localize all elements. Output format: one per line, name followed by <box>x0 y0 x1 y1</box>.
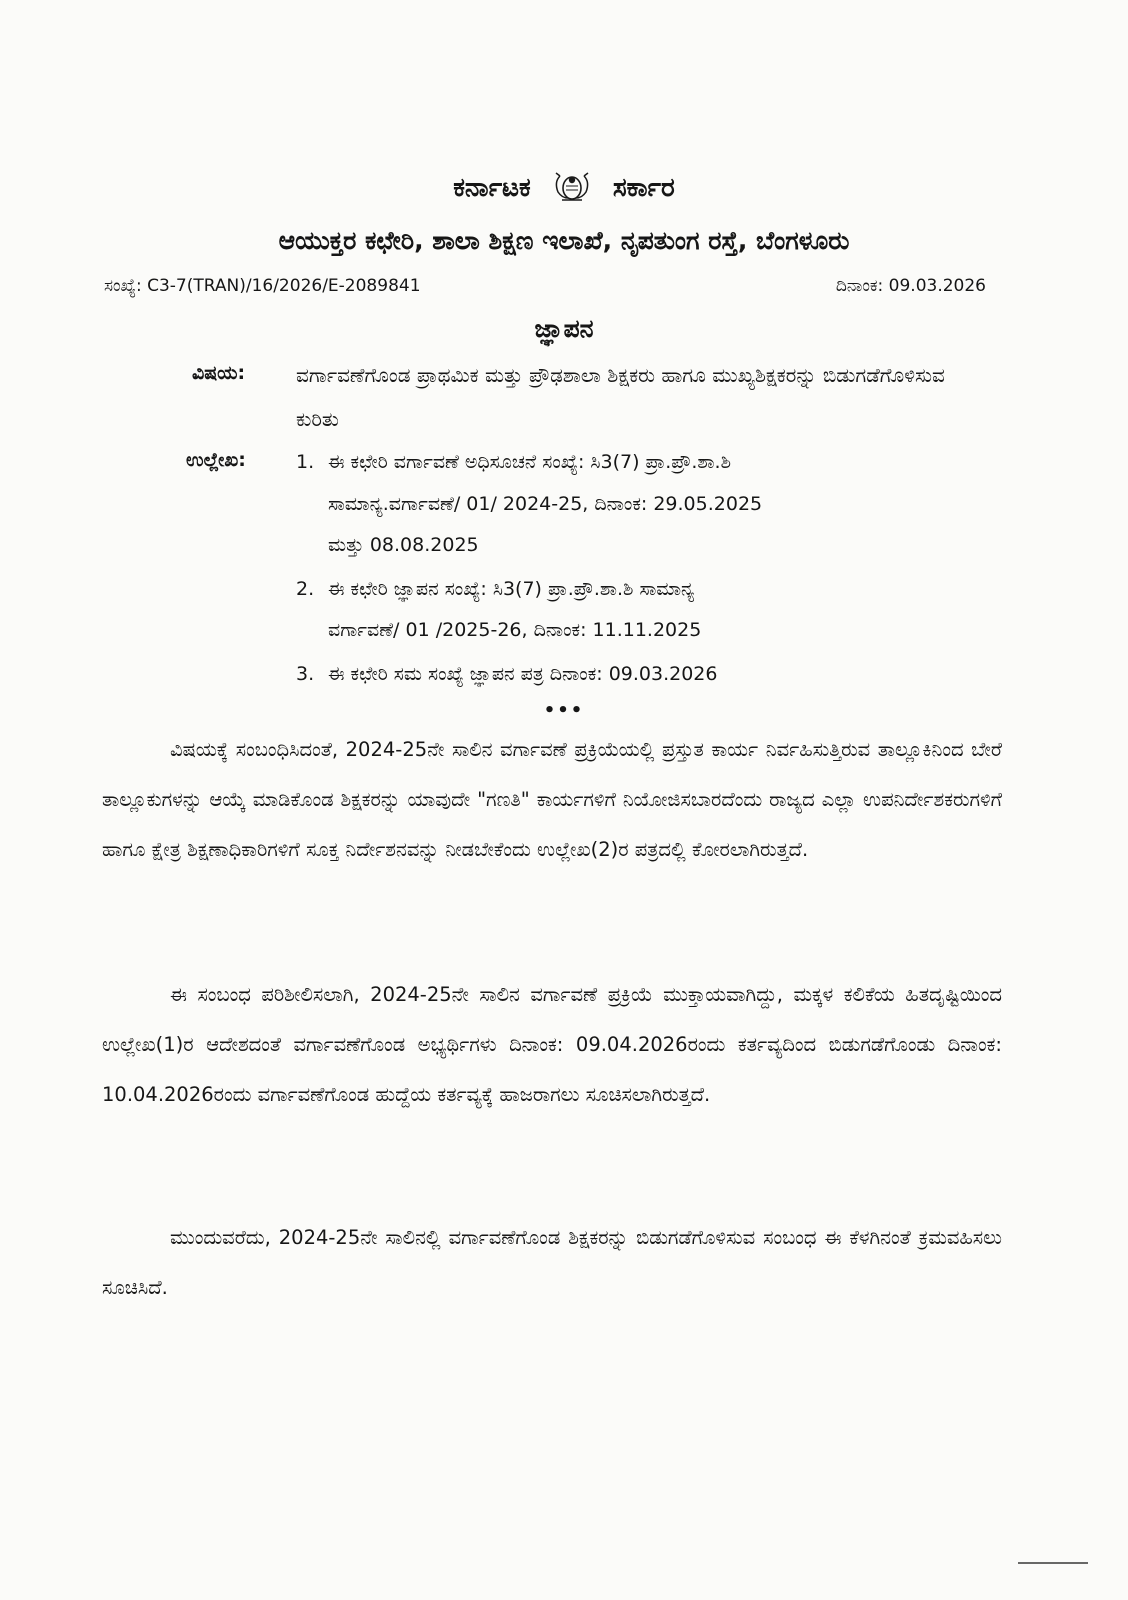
body-paragraph-2-text: ಈ ಸಂಬಂಧ ಪರಿಶೀಲಿಸಲಾಗಿ, 2024-25ನೇ ಸಾಲಿನ ವರ್ಗಾವಣೆ ಪ್ರಕ್ರಿಯೆ ಮುಕ್ತಾಯವಾಗಿದ್ದು, ಮಕ್ಕಳ ಕಲಿಕೆಯ ಹಿತದೃಷ್ಟಿಯಿಂದ ಉಲ್ಲೇಖ(1)ರ ಆದೇಶದಂತೆ ವರ್ಗಾವಣೆಗೊಂಡ ಅಭ್ಯರ್ಥಿಗಳು ದಿನಾಂಕ: 09.04.2026ರಂದು ಕರ್ತವ್ಯದಿಂದ ಬಿಡುಗಡೆಗೊಂಡು ದಿನಾಂಕ: 10.04.2026ರಂದು ವರ್ಗಾವಣೆಗೊಂಡ ಹುದ್ದೆಯ ಕರ್ತವ್ಯಕ್ಕೆ ಹಾಜರಾಗಲು ಸೂಚಿಸಲಾಗಿರುತ್ತದೆ. <box>102 983 1002 1106</box>
gov-title-left: ಕರ್ನಾಟಕ <box>453 173 531 203</box>
government-title <box>0 168 1128 209</box>
references-label: ಉಲ್ಲೇಖ: <box>186 449 246 471</box>
reference-1-line-2: ಸಾಮಾನ್ಯ.ವರ್ಗಾವಣೆ/ 01/ 2024-25, ದಿನಾಂಕ: 29.05.2025 <box>328 493 763 515</box>
body-paragraph-1-text: ವಿಷಯಕ್ಕೆ ಸಂಬಂಧಿಸಿದಂತೆ, 2024-25ನೇ ಸಾಲಿನ ವರ್ಗಾವಣೆ ಪ್ರಕ್ರಿಯೆಯಲ್ಲಿ ಪ್ರಸ್ತುತ ಕಾರ್ಯ ನಿರ್ವಹಿಸುತ್ತಿರುವ ತಾಲ್ಲೂಕಿನಿಂದ ಬೇರೆ ತಾಲ್ಲೂಕುಗಳನ್ನು ಆಯ್ಕೆ ಮಾಡಿಕೊಂಡ ಶಿಕ್ಷಕರನ್ನು ಯಾವುದೇ "ಗಣತಿ" ಕಾರ್ಯಗಳಿಗೆ ನಿಯೋಜಿಸಬಾರದೆಂದು ರಾಜ್ಯದ ಎಲ್ಲಾ ಉಪನಿರ್ದೇಶಕರುಗಳಿಗೆ ಹಾಗೂ ಕ್ಷೇತ್ರ ಶಿಕ್ಷಣಾಧಿಕಾರಿಗಳಿಗೆ ಸೂಕ್ತ ನಿರ್ದೇಶನವನ್ನು ನೀಡಬೇಕೆಂದು ಉಲ್ಲೇಖ(2)ರ ಪತ್ರದಲ್ಲಿ ಕೋರಲಾಗಿರುತ್ತದೆ. <box>102 738 1002 861</box>
body-paragraph-3-text: ಮುಂದುವರೆದು, 2024-25ನೇ ಸಾಲಿನಲ್ಲಿ ವರ್ಗಾವಣೆಗೊಂಡ ಶಿಕ್ಷಕರನ್ನು ಬಿಡುಗಡೆಗೊಳಿಸುವ ಸಂಬಂಧ ಈ ಕೆಳಗಿನಂತೆ ಕ್ರಮವಹಿಸಲು ಸೂಚಿಸಿದೆ. <box>102 1226 1002 1299</box>
body-paragraph-1 <box>102 725 1002 875</box>
subject-label: ವಿಷಯ: <box>192 362 246 384</box>
reference-number-3: 3. <box>296 663 315 685</box>
reference-number: ಸಂಖ್ಯೆ: C3-7(TRAN)/16/2026/E-2089841 <box>104 276 421 296</box>
reference-number-2: 2. <box>296 578 315 600</box>
reference-number-1: 1. <box>296 451 315 473</box>
reference-3-line-1: ಈ ಕಛೇರಿ ಸಮ ಸಂಖ್ಯೆ ಜ್ಞಾಪನ ಪತ್ರ ದಿನಾಂಕ: 09.03.2026 <box>328 663 718 685</box>
reference-1-line-1: ಈ ಕಛೇರಿ ವರ್ಗಾವಣೆ ಅಧಿಸೂಚನೆ ಸಂಖ್ಯೆ: ಸಿ3(7) ಪ್ರಾ.ಪ್ರೌ.ಶಾ.ಶಿ <box>328 451 731 473</box>
document-type-heading: ಜ್ಞಾಪನ <box>534 314 594 343</box>
subject-text: ವರ್ಗಾವಣೆಗೊಂಡ ಪ್ರಾಥಮಿಕ ಮತ್ತು ಪ್ರೌಢಶಾಲಾ ಶಿಕ್ಷಕರು ಹಾಗೂ ಮುಖ್ಯಶಿಕ್ಷಕರನ್ನು ಬಿಡುಗಡೆಗೊಳಿಸುವ ಕುರಿತು <box>296 363 945 431</box>
body-paragraph-3 <box>102 1213 1002 1313</box>
reference-2-line-1: ಈ ಕಛೇರಿ ಜ್ಞಾಪನ ಸಂಖ್ಯೆ: ಸಿ3(7) ಪ್ರಾ.ಪ್ರೌ.ಶಾ.ಶಿ ಸಾಮಾನ್ಯ <box>328 578 695 600</box>
office-address: ಆಯುಕ್ತರ ಕಛೇರಿ, ಶಾಲಾ ಶಿಕ್ಷಣ ಇಲಾಖೆ, ನೃಪತುಂಗ ರಸ್ತೆ, ಬೆಂಗಳೂರು <box>278 226 850 255</box>
section-separator: ••• <box>543 700 585 721</box>
body-paragraph-2 <box>102 970 1002 1120</box>
gov-title-right: ಸರ್ಕಾರ <box>612 173 675 203</box>
karnataka-emblem-icon <box>550 168 594 209</box>
scan-artifact-line <box>1018 1562 1088 1564</box>
reference-2-line-2: ವರ್ಗಾವಣೆ/ 01 /2025-26, ದಿನಾಂಕ: 11.11.2025 <box>328 619 702 641</box>
reference-1-line-3: ಮತ್ತು 08.08.2025 <box>328 534 479 556</box>
document-date: ದಿನಾಂಕ: 09.03.2026 <box>835 276 986 296</box>
